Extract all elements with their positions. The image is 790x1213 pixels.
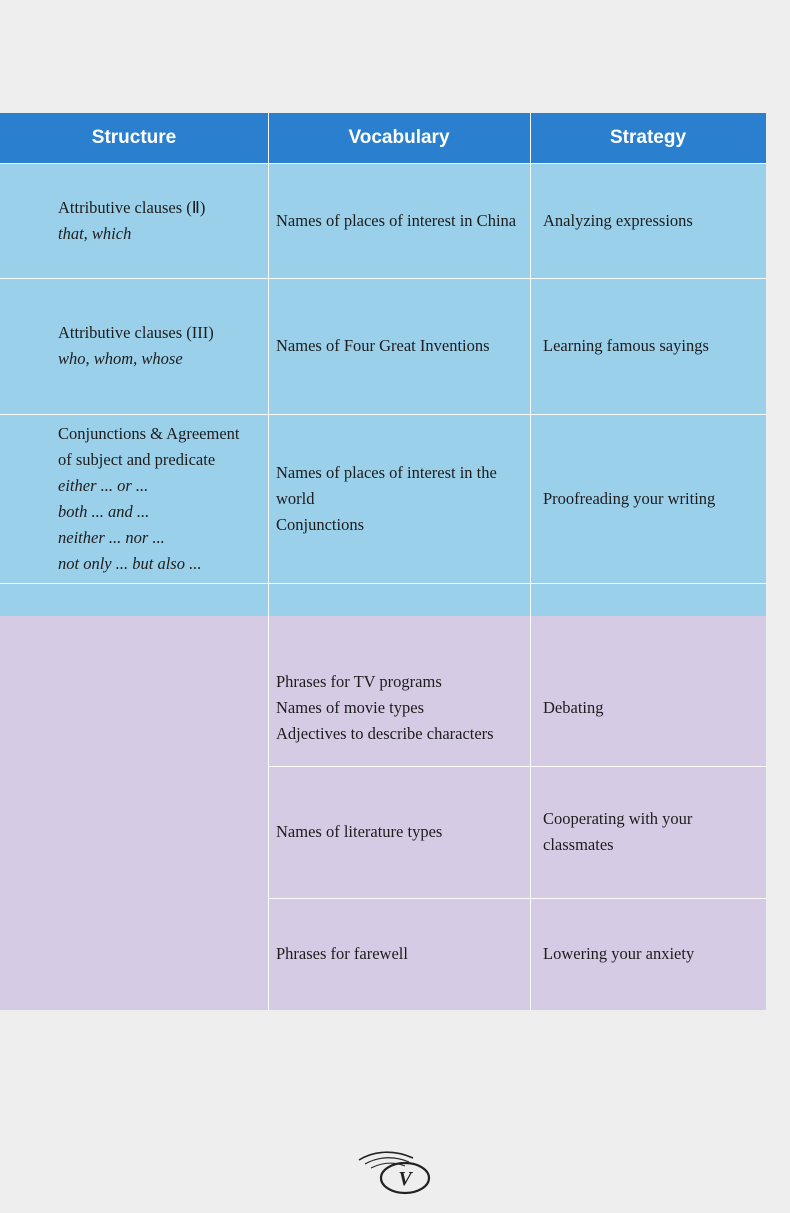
structure-line: Attributive clauses (Ⅱ) [58, 197, 206, 217]
strategy-cell [530, 649, 766, 766]
structure-cell [0, 414, 268, 583]
vocabulary-line: Conjunctions [276, 514, 365, 534]
vocabulary-line: Names of places of interest in China [276, 210, 517, 230]
vocabulary-cell [268, 766, 530, 898]
row-divider [268, 766, 766, 767]
structure-example: who, whom, whose [58, 349, 183, 368]
strategy-line: Analyzing expressions [543, 210, 693, 230]
structure-example: either ... or ... [58, 475, 149, 495]
strategy-cell [530, 583, 766, 649]
structure-cell [0, 163, 268, 278]
table-row [0, 278, 766, 414]
structure-cell [0, 898, 268, 1010]
vocabulary-line: Phrases for TV programs [276, 671, 442, 691]
table-row [0, 583, 766, 649]
structure-cell [0, 583, 268, 649]
structure-example: that, which [58, 223, 132, 243]
table-row [0, 163, 766, 278]
structure-example: not only ... but also ... [58, 553, 202, 573]
vocabulary-cell [268, 278, 530, 414]
header-strategy: Strategy [609, 127, 687, 148]
vocabulary-line: Names of movie types [276, 697, 425, 717]
structure-cell [0, 649, 268, 766]
structure-line: Attributive clauses (III) [58, 323, 214, 342]
strategy-cell [530, 163, 766, 278]
vocabulary-line: Names of literature types [276, 822, 443, 841]
vocabulary-line: Names of places of interest in the world [276, 462, 497, 508]
vocabulary-line: Phrases for farewell [276, 944, 408, 963]
strategy-line: Learning famous sayings [543, 336, 709, 355]
vocabulary-cell [268, 414, 530, 583]
vocabulary-line: Names of Four Great Inventions [276, 336, 490, 355]
strategy-line: Proofreading your writing [543, 488, 716, 508]
strategy-line: Debating [543, 697, 604, 717]
strategy-cell [530, 766, 766, 898]
page-number: V [398, 1168, 412, 1190]
column-divider [530, 113, 531, 1010]
vocabulary-cell [268, 898, 530, 1010]
structure-example: both ... and ... [58, 501, 150, 521]
strategy-cell [530, 898, 766, 1010]
structure-example: neither ... nor ... [58, 527, 165, 547]
header-structure: Structure [91, 127, 177, 148]
table-row [0, 649, 766, 766]
vocabulary-line: Adjectives to describe characters [276, 723, 494, 743]
column-divider [268, 113, 269, 1010]
table-row [0, 898, 766, 1010]
structure-line: Conjunctions & Agreement [58, 423, 240, 443]
row-divider [0, 278, 766, 279]
swoosh-icon [355, 1148, 435, 1198]
row-divider [0, 583, 766, 584]
structure-cell [0, 766, 268, 898]
structure-line: of subject and predicate [58, 449, 216, 469]
row-divider [0, 163, 766, 164]
strategy-line: Lowering your anxiety [543, 944, 695, 963]
table-row [0, 414, 766, 583]
vocabulary-cell [268, 163, 530, 278]
strategy-line: Cooperating with your [543, 809, 693, 828]
strategy-cell [530, 278, 766, 414]
structure-cell [0, 278, 268, 414]
vocabulary-cell [268, 649, 530, 766]
table-row [0, 766, 766, 898]
page-number-mark [355, 1148, 435, 1198]
row-divider [0, 414, 766, 415]
strategy-cell [530, 414, 766, 583]
header-vocabulary: Vocabulary [348, 127, 450, 148]
strategy-line: classmates [543, 835, 614, 854]
table-header-row [0, 113, 766, 163]
row-divider [268, 898, 766, 899]
vocabulary-cell [268, 583, 530, 649]
